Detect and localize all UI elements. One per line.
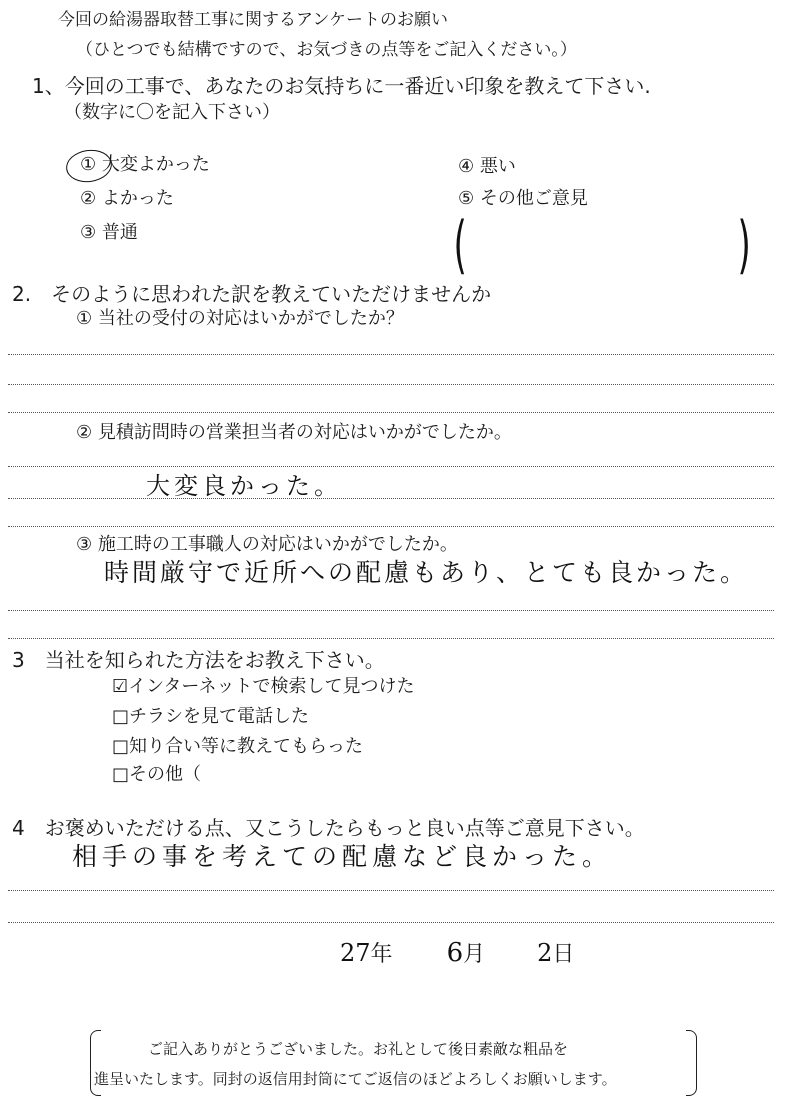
q2-sub3-answer: 時間厳守で近所への配慮もあり、とても良かった。 <box>104 558 749 587</box>
survey-title: 今回の給湯器取替工事に関するアンケートのお願い <box>58 10 448 30</box>
option-number: ⑤ <box>458 188 475 209</box>
option-label: 大変よかった <box>101 154 210 175</box>
option-number: ④ <box>458 156 475 177</box>
checkbox-icon: □ <box>112 706 130 727</box>
other-open-paren: ( <box>453 208 467 281</box>
option-label: 知り合い等に教えてもらった <box>129 736 364 757</box>
q1-option-5[interactable] <box>458 190 588 208</box>
q1-option-4[interactable] <box>458 158 516 176</box>
q3-option-acquaintance[interactable] <box>112 738 363 756</box>
answer-line <box>8 498 774 499</box>
checkbox-checked-icon: ☑ <box>112 676 129 697</box>
option-label: インターネットで検索して見つけた <box>128 676 415 697</box>
option-label: その他（ <box>129 764 202 785</box>
survey-subtitle: （ひとつでも結構ですので、お気づきの点等をご記入ください。） <box>76 40 577 60</box>
date-month-unit: 月 <box>463 942 486 967</box>
answer-line <box>8 354 774 355</box>
answer-line <box>8 638 774 639</box>
q2-sub2: ② 見積訪問時の営業担当者の対応はいかがでしたか。 <box>76 422 512 443</box>
q1-option-2[interactable] <box>80 190 174 208</box>
option-label: 普通 <box>101 222 138 243</box>
q2-sub1: ① 当社の受付の対応はいかがでしたか？ <box>76 308 404 329</box>
option-label: 悪い <box>479 156 516 177</box>
q3-question: 3 当社を知られた方法をお教え下さい。 <box>12 648 385 672</box>
checkbox-icon: □ <box>112 736 130 757</box>
answer-line <box>8 466 774 467</box>
answer-line <box>8 922 774 923</box>
q3-option-internet[interactable] <box>112 678 415 696</box>
footer-line-2: 進呈いたします。同封の返信用封筒にてご返信のほどよろしくお願いします。 <box>94 1070 617 1088</box>
date-day-unit: 日 <box>552 942 575 967</box>
response-date <box>340 940 574 966</box>
option-number: ③ <box>80 222 97 243</box>
answer-line <box>8 412 774 413</box>
date-year-unit: 年 <box>370 942 393 967</box>
option-label: よかった <box>101 188 174 209</box>
checkbox-icon: □ <box>112 764 130 785</box>
other-close-paren: ) <box>737 208 751 281</box>
date-month: 6 <box>446 938 464 968</box>
q1-instruction: （数字に〇を記入下さい） <box>64 102 280 123</box>
q3-option-other[interactable] <box>112 766 201 784</box>
answer-line <box>8 384 774 385</box>
q2-question: 2. そのように思われた訳を教えていただけませんか <box>12 282 492 306</box>
option-number: ① <box>80 154 97 175</box>
answer-line <box>8 526 774 527</box>
date-year: 27 <box>340 939 371 967</box>
q4-question: 4 お褒めいただける点、又こうしたらもっと良い点等ご意見下さい。 <box>12 816 645 840</box>
q4-answer: 相手の事を考えての配慮など良かった。 <box>72 842 613 871</box>
answer-line <box>8 610 774 611</box>
date-day: 2 <box>537 939 553 967</box>
option-number: ② <box>80 188 97 209</box>
q2-sub3: ③ 施工時の工事職人の対応はいかがでしたか。 <box>76 534 458 555</box>
answer-line <box>8 890 774 891</box>
option-label: その他ご意見 <box>479 188 588 209</box>
option-label: チラシを見て電話した <box>129 706 310 727</box>
q1-question: 1、今回の工事で、あなたのお気持ちに一番近い印象を教えて下さい. <box>32 74 651 98</box>
footer-bracket-right <box>686 1030 697 1096</box>
q2-sub2-answer: 大変良かった。 <box>146 472 342 500</box>
q3-option-flyer[interactable] <box>112 708 309 726</box>
q1-option-1[interactable] <box>80 156 210 174</box>
q1-option-3[interactable] <box>80 224 138 242</box>
footer-line-1: ご記入ありがとうございました。お礼として後日素敵な粗品を <box>148 1040 569 1058</box>
